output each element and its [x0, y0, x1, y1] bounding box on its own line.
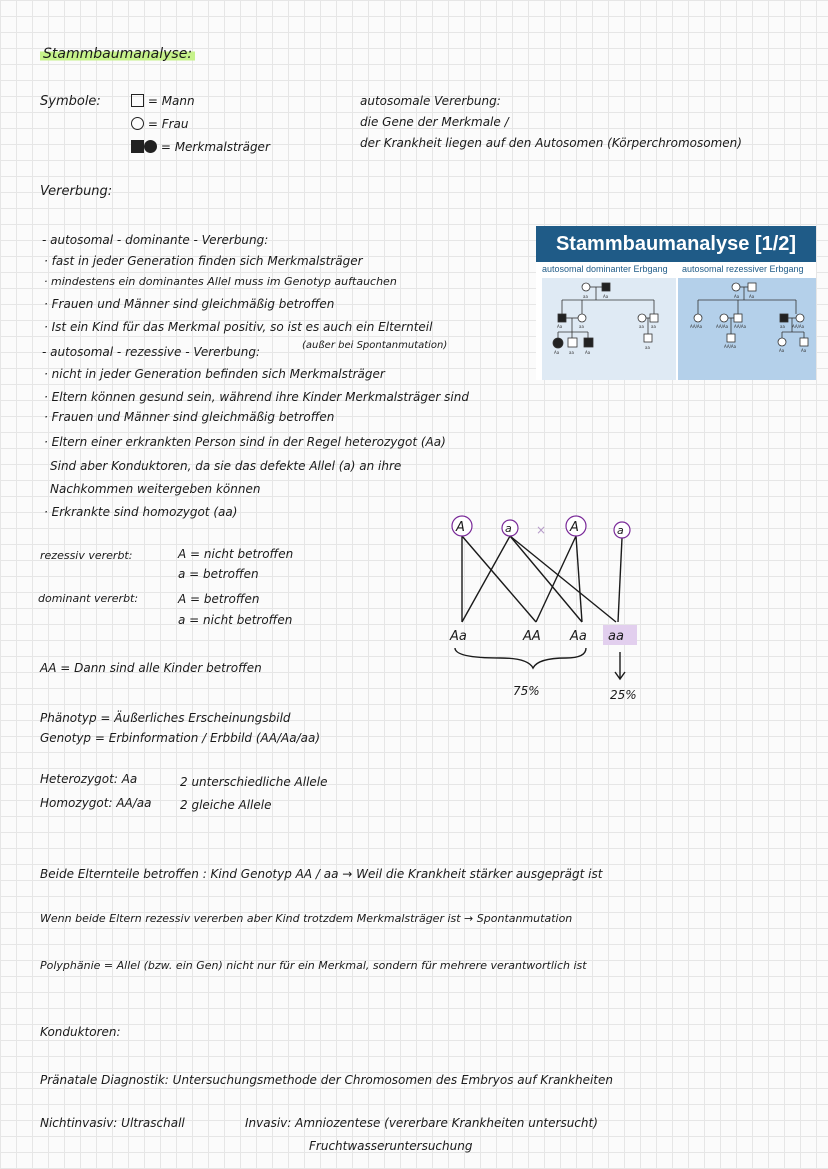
pct-right: 25%: [610, 688, 637, 702]
recessive-item: · Eltern können gesund sein, während ihre Kinder Merkmalsträger sind: [44, 390, 469, 404]
dominant-a-upper: A = betroffen: [178, 592, 260, 606]
recessive-item: Nachkommen weitergeben können: [50, 482, 261, 496]
offspring-genotype: AA: [523, 629, 541, 644]
wenn-line: Wenn beide Eltern rezessiv vererben aber Kind trotzdem Merkmalsträger ist → Spontanmutation: [40, 912, 573, 925]
slide-label: aa: [651, 324, 656, 329]
rezessiv-label: rezessiv vererbt:: [40, 549, 133, 562]
aa-line: AA = Dann sind alle Kinder betroffen: [40, 661, 262, 675]
nichtinvasiv: Nichtinvasiv: Ultraschall: [40, 1116, 185, 1130]
rezessiv-a-upper: A = nicht betroffen: [178, 547, 294, 561]
genotyp: Genotyp = Erbinformation / Erbbild (AA/Aa/aa): [40, 731, 320, 745]
offspring-genotype: Aa: [450, 629, 467, 644]
autosomal-line2: der Krankheit liegen auf den Autosomen (Körperchromosomen): [360, 136, 742, 150]
slide-label: aa: [569, 350, 574, 355]
dominant-heading: - autosomal - dominante - Vererbung:: [42, 233, 269, 247]
offspring-genotype: aa: [608, 629, 624, 644]
rezessiv-a-lower: a = betroffen: [178, 567, 259, 581]
dominant-a-lower: a = nicht betroffen: [178, 613, 293, 627]
vererbung-heading: Vererbung:: [40, 184, 113, 199]
recessive-item: · Erkrankte sind homozygot (aa): [44, 505, 238, 519]
recessive-item: · Eltern einer erkrankten Person sind in der Regel heterozygot (Aa): [44, 435, 446, 449]
slide-label: AA/Aa: [716, 324, 729, 329]
slide-title: Stammbaumanalyse [1/2]: [536, 226, 816, 262]
slide-label: Aa: [603, 294, 609, 299]
dominant-item: · mindestens ein dominantes Allel muss im Genotyp auftauchen: [44, 275, 397, 288]
slide-label: aa: [639, 324, 644, 329]
cross-diagram: [440, 512, 650, 707]
filled-square-icon: [131, 140, 144, 153]
slide-label: AA/Aa: [792, 324, 805, 329]
poly-line: Polyphänie = Allel (bzw. ein Gen) nicht nur für ein Merkmal, sondern für mehrere verantwortlich ist: [40, 959, 587, 972]
fruchtwasser: Fruchtwasseruntersuchung: [309, 1139, 473, 1153]
recessive-item: · nicht in jeder Generation befinden sich Merkmalsträger: [44, 367, 385, 381]
dominant-pedigree: [542, 278, 676, 380]
cross-symbol: ×: [536, 523, 547, 537]
symbol-mann: = Mann: [131, 94, 195, 108]
slide-label: Aa: [557, 324, 563, 329]
parent-allele: A: [570, 520, 579, 535]
recessive-item: Sind aber Konduktoren, da sie das defekte Allel (a) an ihre: [50, 459, 402, 473]
phaenotyp: Phänotyp = Äußerliches Erscheinungsbild: [40, 711, 291, 725]
slide-right-caption: autosomal rezessiver Erbgang: [682, 264, 804, 274]
dominant-label: dominant vererbt:: [38, 592, 139, 605]
homo-label: Homozygot: AA/aa: [40, 796, 152, 810]
pedigree-slide: [536, 226, 816, 380]
homo-desc: 2 gleiche Allele: [180, 798, 272, 812]
dominant-item: · fast in jeder Generation finden sich Merkmalsträger: [44, 254, 363, 268]
konduktoren: Konduktoren:: [40, 1025, 121, 1039]
slide-label: Aa: [801, 348, 807, 353]
symbols-label: Symbole:: [40, 94, 101, 109]
slide-left-caption: autosomal dominanter Erbgang: [542, 264, 668, 274]
slide-label: AA/Aa: [690, 324, 703, 329]
symbol-frau: = Frau: [131, 117, 189, 131]
autosomal-heading: autosomale Vererbung:: [360, 94, 501, 108]
slide-label: Aa: [554, 350, 560, 355]
slide-label: Aa: [585, 350, 591, 355]
slide-label: aa: [645, 345, 650, 350]
pct-left: 75%: [513, 684, 540, 698]
praenatal: Pränatale Diagnostik: Untersuchungsmethode der Chromosomen des Embryos auf Krankheiten: [40, 1073, 613, 1087]
square-icon: [131, 94, 144, 107]
slide-label: Aa: [734, 294, 740, 299]
slide-label: aa: [780, 324, 785, 329]
dominant-note: (außer bei Spontanmutation): [302, 340, 448, 351]
dominant-item: · Ist ein Kind für das Merkmal positiv, so ist es auch ein Elternteil: [44, 320, 433, 334]
page-title: Stammbaumanalyse:: [40, 46, 195, 63]
dominant-pedigree-diagram: [542, 278, 676, 380]
symbol-merkmal: = Merkmalsträger: [131, 140, 270, 154]
recessive-heading: - autosomal - rezessive - Vererbung:: [42, 345, 260, 359]
slide-label: aa: [579, 324, 584, 329]
filled-circle-icon: [144, 140, 157, 153]
dominant-item: · Frauen und Männer sind gleichmäßig betroffen: [44, 297, 335, 311]
circle-icon: [131, 117, 144, 130]
autosomal-line1: die Gene der Merkmale /: [360, 115, 509, 129]
slide-label: AA/Aa: [724, 344, 737, 349]
parent-allele: a: [505, 522, 512, 535]
slide-label: aa: [583, 294, 588, 299]
parent-allele: A: [456, 520, 465, 535]
slide-label: Aa: [779, 348, 785, 353]
beide-line: Beide Elternteile betroffen : Kind Genotyp AA / aa → Weil die Krankheit stärker ausgeprägt ist: [40, 867, 603, 881]
hetero-label: Heterozygot: Aa: [40, 772, 138, 786]
recessive-pedigree-diagram: [678, 278, 816, 380]
parent-allele: a: [617, 524, 624, 537]
slide-label: Aa: [749, 294, 755, 299]
offspring-genotype: Aa: [570, 629, 587, 644]
invasiv: Invasiv: Amniozentese (vererbare Krankheiten untersucht): [245, 1116, 598, 1130]
hetero-desc: 2 unterschiedliche Allele: [180, 775, 328, 789]
recessive-item: · Frauen und Männer sind gleichmäßig betroffen: [44, 410, 335, 424]
recessive-pedigree: [678, 278, 816, 380]
slide-label: AA/Aa: [734, 324, 747, 329]
